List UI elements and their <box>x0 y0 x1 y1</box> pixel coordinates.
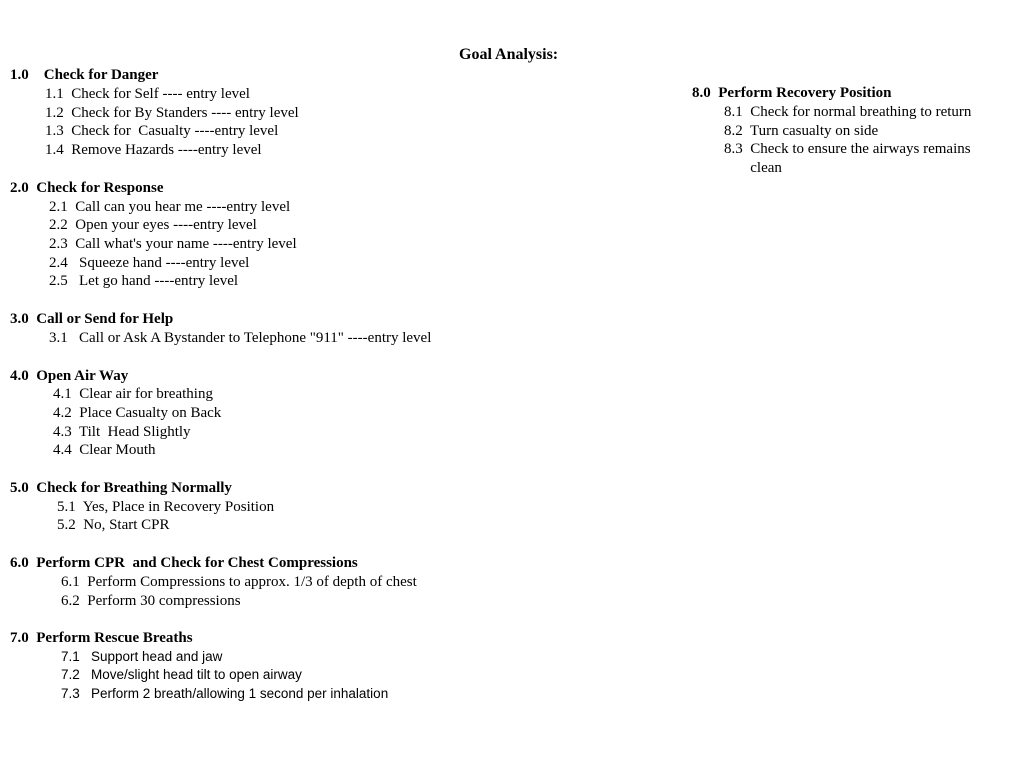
section-item: 5.2 No, Start CPR <box>57 517 170 533</box>
section-item: 7.3 Perform 2 breath/allowing 1 second per inhalation <box>61 686 389 701</box>
section-item: 7.1 Support head and jaw <box>61 649 223 664</box>
section-item: 4.2 Place Casualty on Back <box>53 405 222 421</box>
section-item: 3.1 Call or Ask A Bystander to Telephone "911" ----entry level <box>49 330 432 346</box>
section-heading: 7.0 Perform Rescue Breaths <box>10 630 193 646</box>
section-item: 8.1 Check for normal breathing to return <box>724 104 972 120</box>
section-item: 2.4 Squeeze hand ----entry level <box>49 255 250 271</box>
section-heading: 5.0 Check for Breathing Normally <box>10 480 232 496</box>
section-item: 7.2 Move/slight head tilt to open airway <box>61 667 302 682</box>
section-item: 2.2 Open your eyes ----entry level <box>49 217 257 233</box>
section-item: 5.1 Yes, Place in Recovery Position <box>57 499 275 515</box>
section-item: 1.1 Check for Self ---- entry level <box>45 86 250 102</box>
document-title: Goal Analysis: <box>459 46 559 63</box>
section-item: 8.3 Check to ensure the airways remains <box>724 141 971 157</box>
section-heading: 2.0 Check for Response <box>10 180 164 196</box>
section-item: 4.4 Clear Mouth <box>53 442 156 458</box>
section-item: 2.3 Call what's your name ----entry level <box>49 236 297 252</box>
section-item: 1.2 Check for By Standers ---- entry level <box>45 105 299 121</box>
section-item: 1.4 Remove Hazards ----entry level <box>45 142 262 158</box>
section-heading: 6.0 Perform CPR and Check for Chest Compressions <box>10 555 358 571</box>
section-heading: 1.0 Check for Danger <box>10 67 159 83</box>
section-heading: 3.0 Call or Send for Help <box>10 311 174 327</box>
section-item: 4.3 Tilt Head Slightly <box>53 424 191 440</box>
section-item: 6.2 Perform 30 compressions <box>61 593 241 609</box>
section-item: clean <box>724 160 782 176</box>
section-item: 4.1 Clear air for breathing <box>53 386 213 402</box>
section-heading: 8.0 Perform Recovery Position <box>692 85 892 101</box>
section-item: 2.5 Let go hand ----entry level <box>49 273 239 289</box>
section-item: 6.1 Perform Compressions to approx. 1/3 of depth of chest <box>61 574 417 590</box>
section-item: 1.3 Check for Casualty ----entry level <box>45 123 279 139</box>
section-heading: 4.0 Open Air Way <box>10 368 129 384</box>
section-item: 2.1 Call can you hear me ----entry level <box>49 199 291 215</box>
section-item: 8.2 Turn casualty on side <box>724 123 879 139</box>
